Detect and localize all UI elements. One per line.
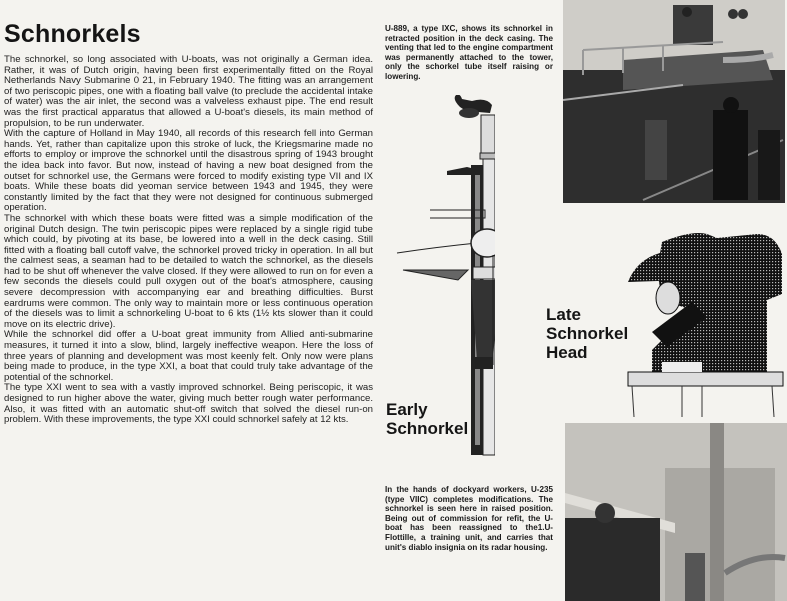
article-body (4, 55, 373, 426)
paragraph: With the capture of Holland in May 1940, all records of this research fell into German hands. Yet, rather than capitalize upon this stroke of luck, the Kriegsmarine made no efforts to employ or improve the schnorkel until the disastrous spring of 1943 brought the idea back into favor. But now, instead of having a new boat designed from the outset for schnorkel use, the Germans were forced to modify existing type VII and IX boats. While these boats did yeoman service between 1943 and 1945, they were constantly limited by the fact that they were not designed for continuous submerged operation. (4, 128, 373, 214)
paragraph: The schnorkel, so long associated with U-boats, was not originally a German idea. Rather, it was of Dutch origin, having been first experimentally fitted on the Royal Netherlands Navy Submarine 0 21, in February 1940. The fitting was an arrangement of two periscopic pipes, one with a floating ball valve (to preclude the accidental intake of water) was the air inlet, the second was a valveless exhaust pipe. The end result was the first practical apparatus that allowed a U-boat's diesels, its main method of propulsion, to be run underwater. (4, 54, 373, 129)
caption-top-photo: U-889, a type IXC, shows its schnorkel in retracted position in the deck casing. The venting that led to the engine compartment was permanently attached to the tower, only the schorkel tube itself raising or lowering. (385, 24, 553, 81)
paragraph: The type XXI went to sea with a vastly improved schnorkel. Being periscopic, it was designed to run higher above the water, giving much better rough water performance. Also, it was fitted with an automatic shut-off switch that solved the diesel run-on problem. With these improvements, the type XXI could schnorkel safely at 12 kts. (4, 382, 373, 426)
late-schnorkel-label: Late Schnorkel Head (546, 305, 629, 362)
early-schnorkel-label: Early Schnorkel (386, 400, 469, 438)
paragraph: While the schnorkel did offer a U-boat great immunity from Allied anti-submarine measures, it turned it into a slow, blind, largely ineffective weapon. Here the loss of three years of planning and development was most keenly felt. Only now were plans being made to produce, in the type XXI, a boat that could truly take advantage of the potential of the schnorkel. (4, 329, 373, 383)
page-title: Schnorkels (4, 20, 141, 48)
photo-uboat-conning-tower (563, 0, 785, 203)
late-schnorkel-head-drawing (622, 222, 787, 417)
paragraph: The schnorkel with which these boats were fitted was a simple modification of the original Dutch design. The twin periscopic pipes were replaced by a single rigid tube which could, by pivoting at its base, be lowered into a well in the deck casing. Still fitted with a floating ball cutoff valve, the schnorkel proved tricky in operation. In all but the calmest seas, a seaman had to be detailed to watch the schnorkel, as the diesels had to be shut off whenever the valve closed. If they were allowed to run on for even a few seconds the diesels could pull oxygen out of the boat's atmosphere, causing severe decompression with accompanying ear and breathing difficulties. Burst eardrums were common. The only way to maintain more or less continuous operation of the diesels was to limit a schnorkeling U-boat to 6 kts (1½ kts slower than it could move on its electric drive). (4, 212, 373, 330)
caption-bottom-photo: In the hands of dockyard workers, U-235 (type VIIC) completes modifications. The schnorkel is seen here in raised position. Being out of commission for refit, the U-boat has been reassigned to the1.U-Flottille, a training unit, and carries that unit's diablo insignia on its radar housing. (385, 485, 553, 552)
photo-dockyard-schnorkel-raised (565, 423, 787, 601)
